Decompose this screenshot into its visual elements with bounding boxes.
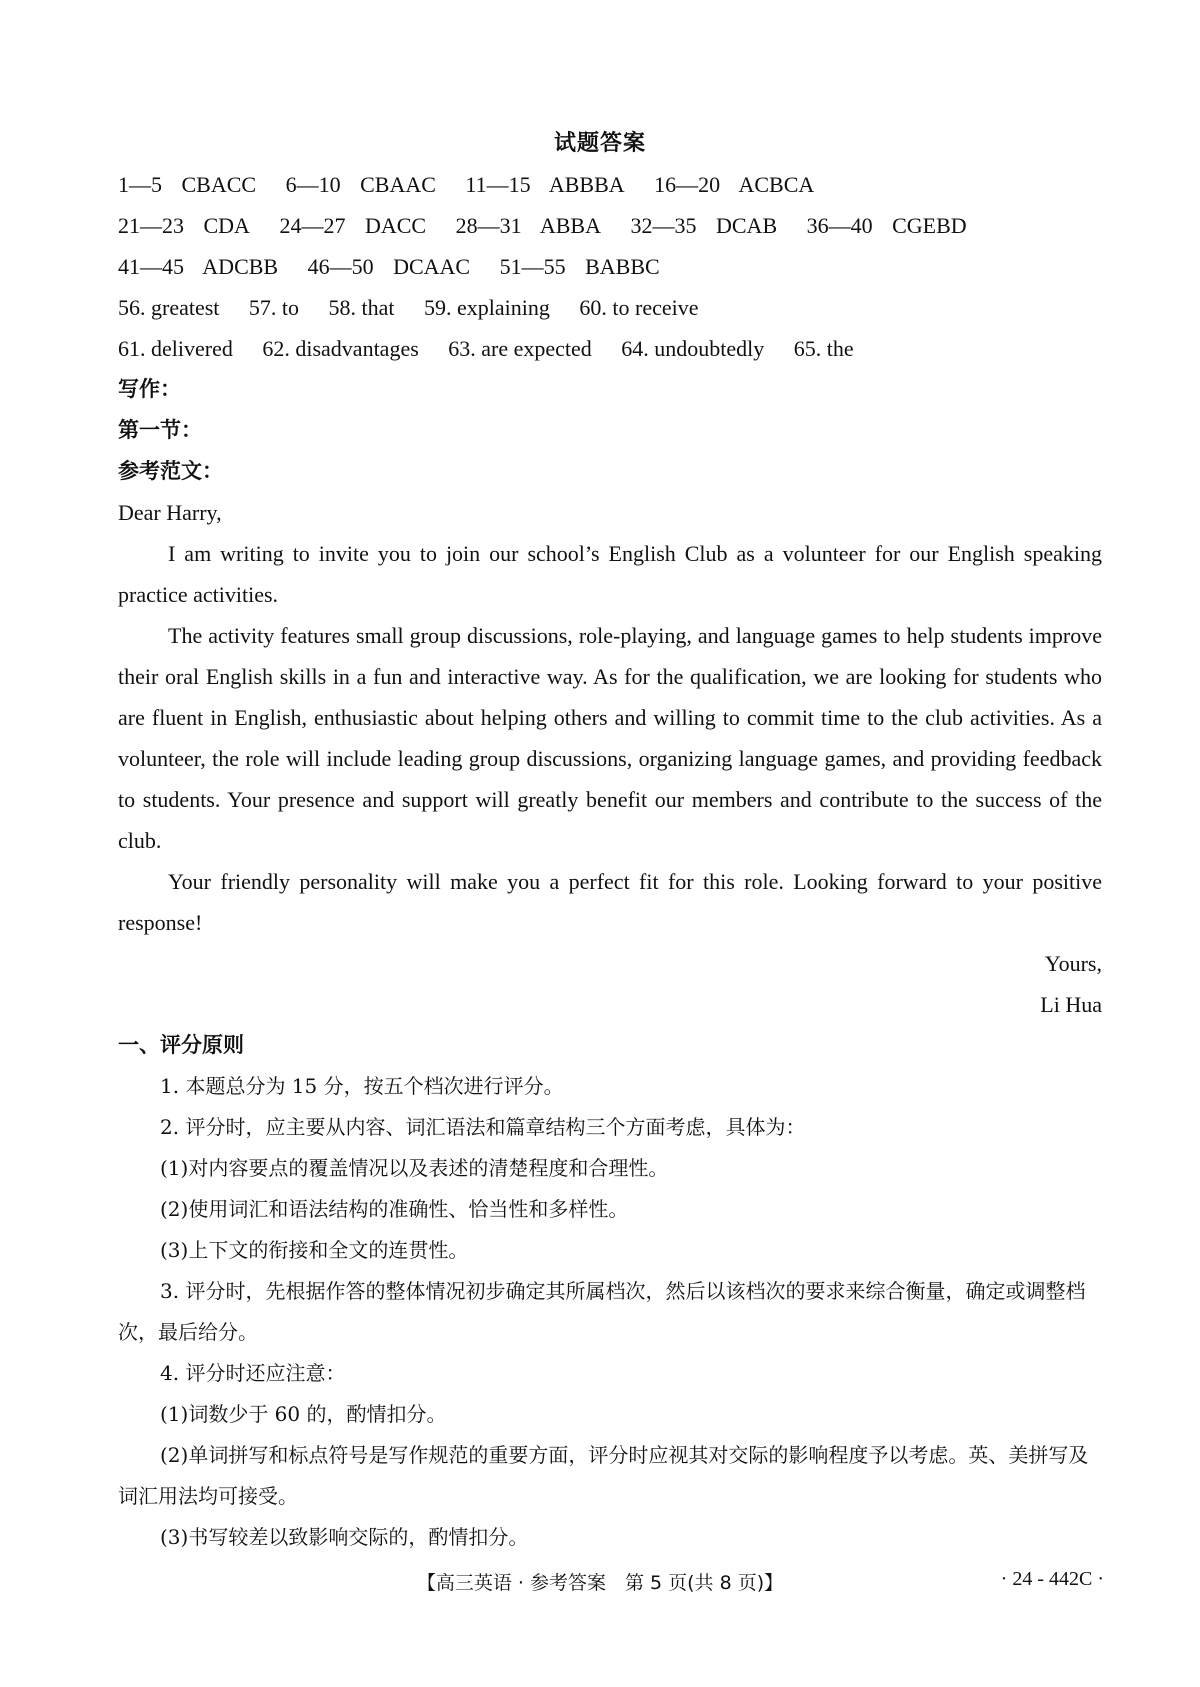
letter-closing: Yours, (1044, 951, 1102, 976)
letter-signature: Li Hua (1040, 992, 1102, 1017)
cloze-answer: 59. explaining (424, 295, 550, 320)
answer-range: 51—55 (499, 254, 566, 279)
answer-letters: CBACC (181, 172, 257, 197)
answer-letters: CGEBD (892, 213, 967, 238)
answer-letters: DACC (364, 213, 427, 238)
heading-sample-essay: 参考范文： (118, 459, 223, 483)
scoring-rules (118, 1066, 1102, 1558)
answer-row-5 (118, 328, 1102, 369)
heading-section-1: 第一节： (118, 418, 202, 442)
rule-item: 2. 评分时，应主要从内容、词汇语法和篇章结构三个方面考虑，具体为： (160, 1115, 806, 1139)
answer-range: 24—27 (279, 213, 346, 238)
heading-writing: 写作： (118, 377, 181, 401)
cloze-answer: 61. delivered (118, 336, 233, 361)
heading-scoring-principles: 一、评分原则 (118, 1033, 244, 1057)
answer-range: 16—20 (654, 172, 721, 197)
answer-letters: ACBCA (738, 172, 815, 197)
answer-row-2 (118, 205, 1102, 246)
answer-letters: DCAAC (393, 254, 471, 279)
answer-range: 32—35 (630, 213, 697, 238)
answer-letters: BABBC (585, 254, 660, 279)
answer-range: 41—45 (118, 254, 184, 279)
rule-item: (3)上下文的衔接和全文的连贯性。 (160, 1238, 469, 1262)
footer-page-info: 【高三英语 · 参考答案 第 5 页(共 8 页)】 (416, 1572, 784, 1594)
answer-letters: ABBBA (548, 172, 625, 197)
cloze-answer: 58. that (328, 295, 395, 320)
answer-range: 11—15 (465, 172, 531, 197)
answer-letters: DCAB (716, 213, 778, 238)
answer-letters: CDA (203, 213, 250, 238)
answer-letters: ABBA (539, 213, 601, 238)
answer-row-1 (118, 164, 1102, 205)
rule-item: (3)书写较差以致影响交际的，酌情扣分。 (160, 1525, 529, 1549)
cloze-answer: 56. greatest (118, 295, 220, 320)
answer-range: 28—31 (455, 213, 522, 238)
rule-item: 1. 本题总分为 15 分，按五个档次进行评分。 (160, 1074, 564, 1098)
answer-row-3 (118, 246, 1102, 287)
rule-item: (2)使用词汇和语法结构的准确性、恰当性和多样性。 (160, 1197, 629, 1221)
page-content (118, 164, 1102, 1558)
footer-exam-code: · 24 - 442C · (1000, 1568, 1104, 1590)
letter-paragraph-1: I am writing to invite you to join our school’s English Club as a volunteer for our English speaking practice activities. (118, 541, 1102, 607)
cloze-answer: 65. the (793, 336, 854, 361)
answer-range: 1—5 (118, 172, 162, 197)
answer-range: 21—23 (118, 213, 184, 238)
answer-range: 6—10 (285, 172, 341, 197)
answer-letters: ADCBB (202, 254, 279, 279)
cloze-answer: 64. undoubtedly (621, 336, 765, 361)
rule-item: (2)单词拼写和标点符号是写作规范的重要方面，评分时应视其对交际的影响程度予以考虑。英、美拼写及词汇用法均可接受。 (118, 1443, 1089, 1508)
rule-item: 4. 评分时还应注意： (160, 1361, 346, 1385)
sample-letter (118, 492, 1102, 1025)
letter-paragraph-2: The activity features small group discussions, role-playing, and language games to help students improve their oral English skills in a fun and interactive way. As for the qualification, we are looking for students who are fluent in English, enthusiastic about helping others and willing to commit time to the club activities. As a volunteer, the role will include leading group discussions, organizing language games, and providing feedback to students. Your presence and support will greatly benefit our members and contribute to the success of the club. (118, 623, 1102, 853)
letter-paragraph-3: Your friendly personality will make you a perfect fit for this role. Looking forward to your positive response! (118, 869, 1102, 935)
cloze-answer: 57. to (248, 295, 300, 320)
rule-item: (1)词数少于 60 的，酌情扣分。 (160, 1402, 447, 1426)
cloze-answer: 60. to receive (579, 295, 699, 320)
rule-item: 3. 评分时，先根据作答的整体情况初步确定其所属档次，然后以该档次的要求来综合衡量，确定或调整档次，最后给分。 (118, 1279, 1086, 1344)
answer-range: 36—40 (806, 213, 873, 238)
letter-salutation: Dear Harry, (118, 500, 222, 525)
cloze-answer: 63. are expected (448, 336, 592, 361)
answer-range: 46—50 (307, 254, 374, 279)
cloze-answer: 62. disadvantages (262, 336, 419, 361)
answer-letters: CBAAC (360, 172, 436, 197)
answer-row-4 (118, 287, 1102, 328)
rule-item: (1)对内容要点的覆盖情况以及表述的清楚程度和合理性。 (160, 1156, 669, 1180)
page-title: 试题答案 (553, 131, 646, 156)
